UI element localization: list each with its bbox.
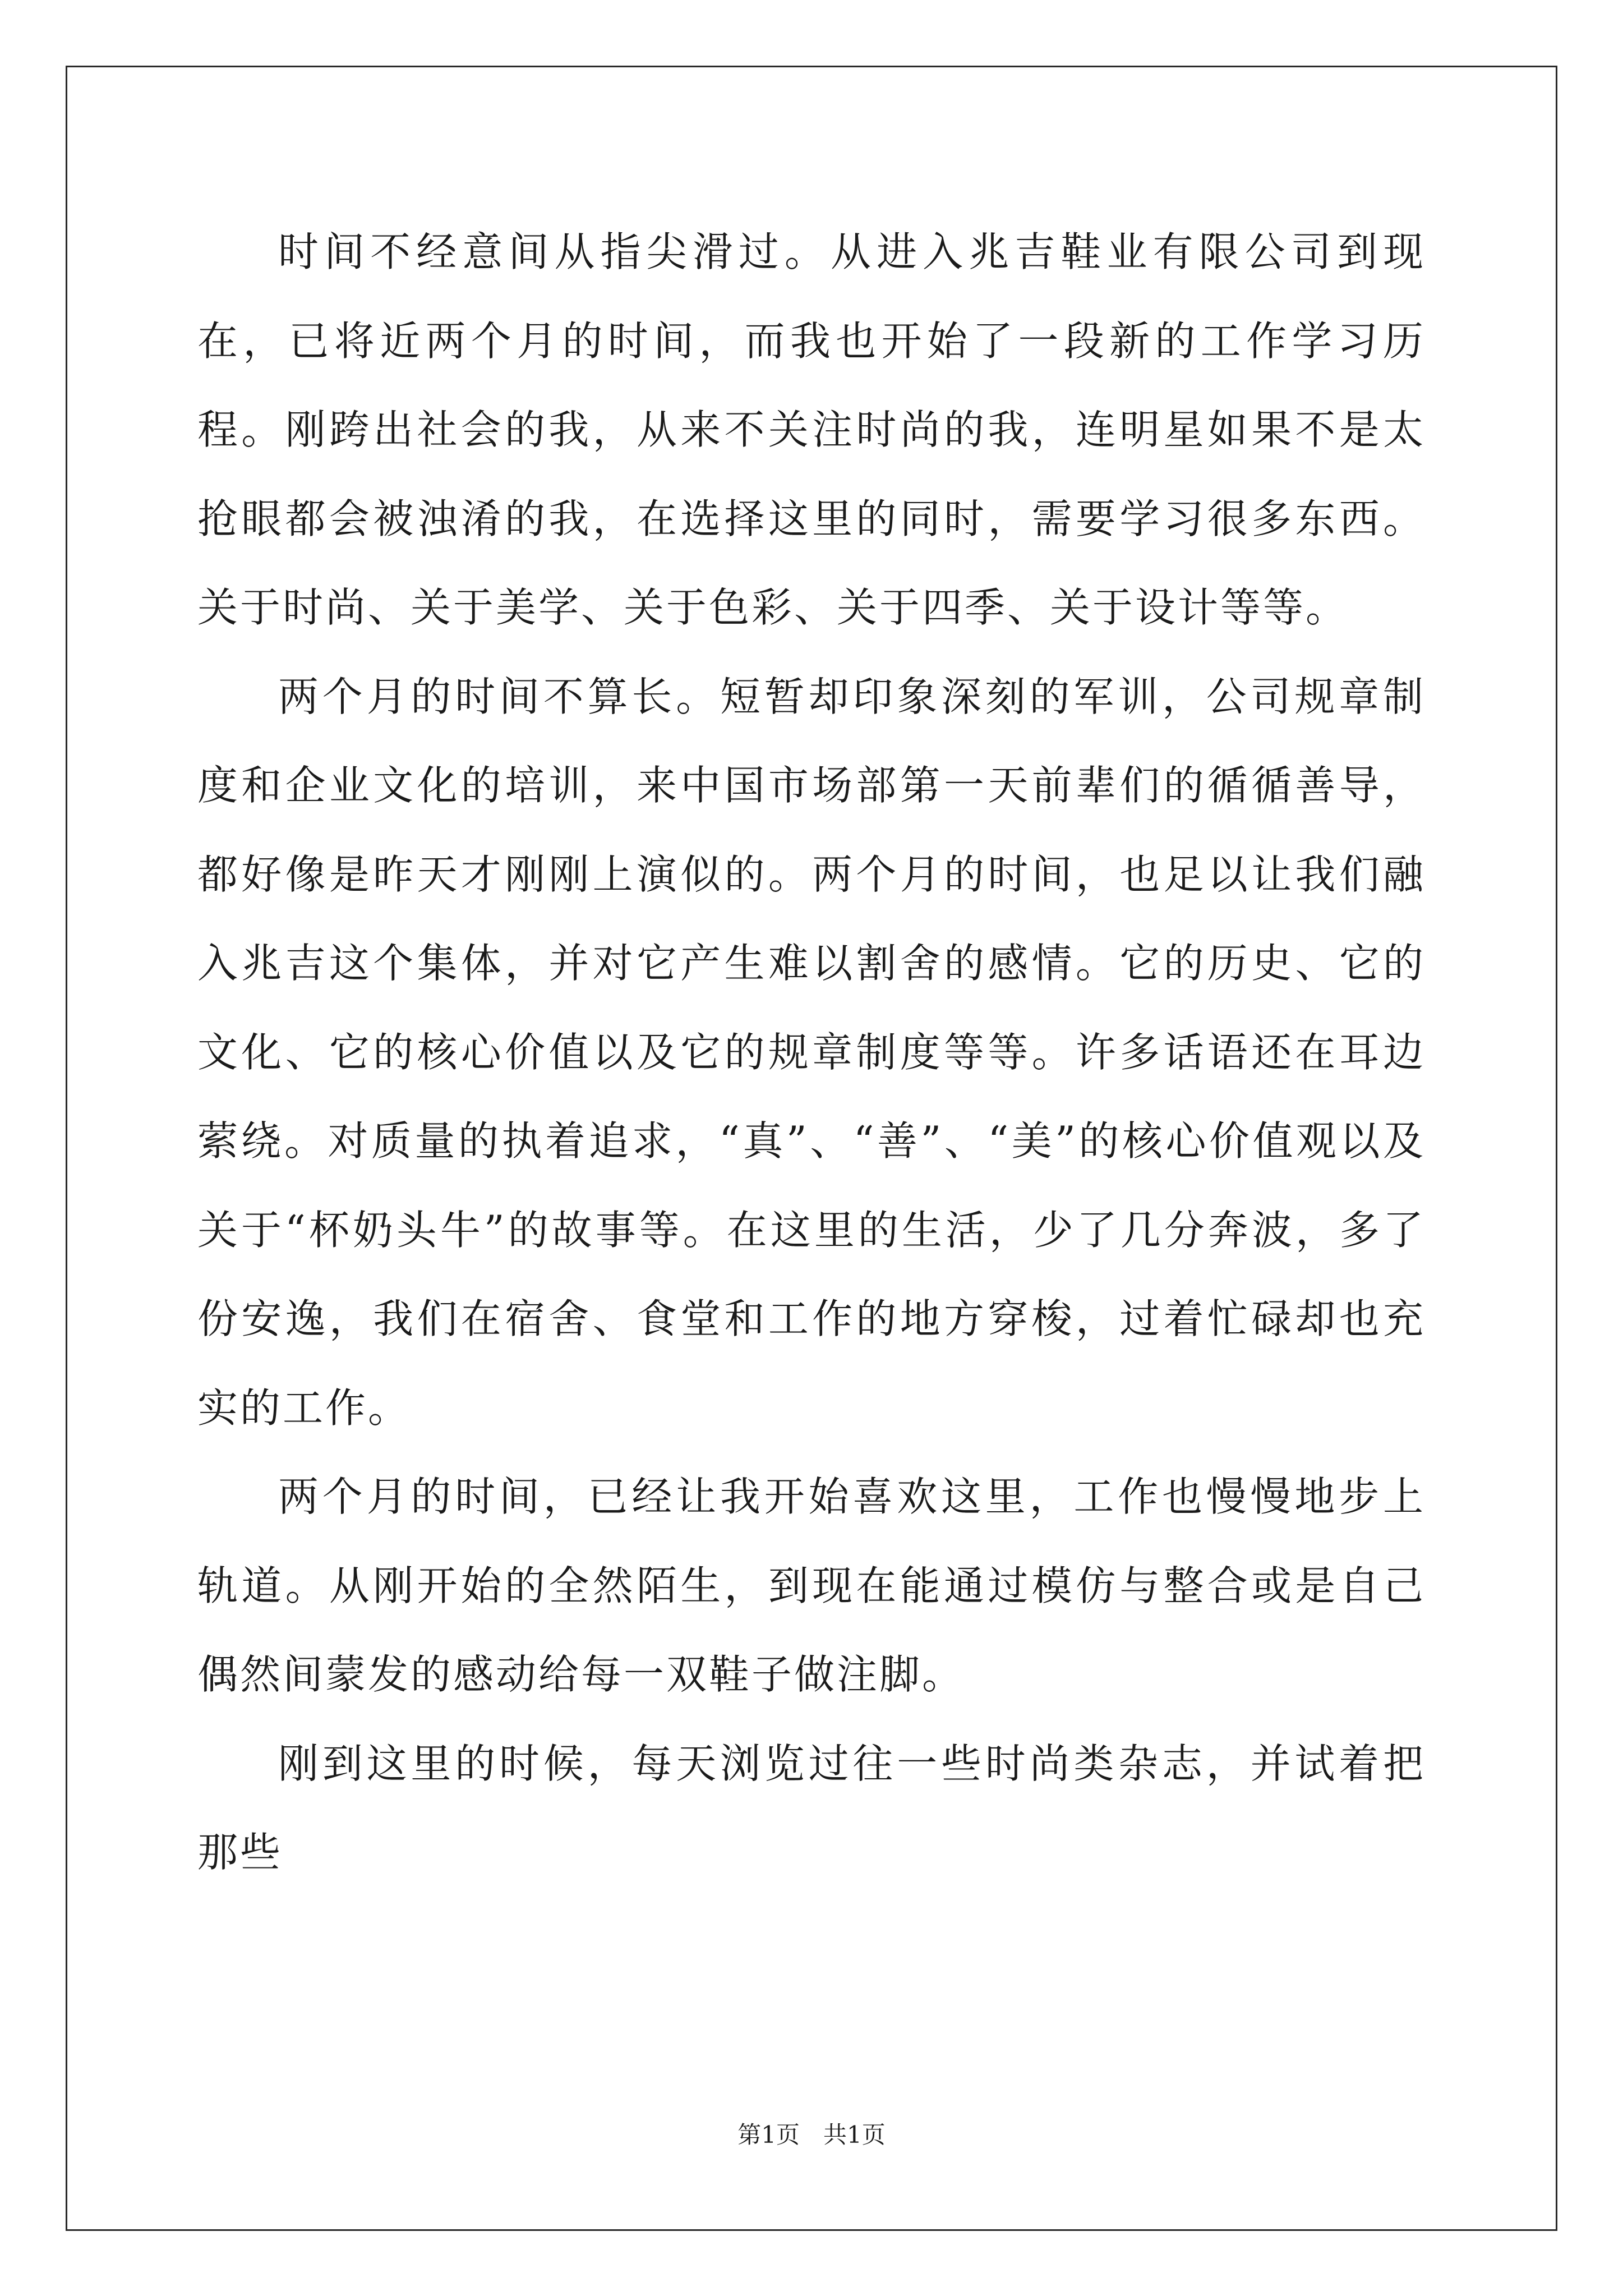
paragraph: 时间不经意间从指尖滑过。从进入兆吉鞋业有限公司到现在，已将近两个月的时间，而我也开始了一段新的工作学习历程。刚跨出社会的我，从来不关注时尚的我，连明星如果不是太抢眼都会被浊淆的我，在选择这里的同时，需要学习很多东西。关于时尚、关于美学、关于色彩、关于四季、关于设计等等。 — [197, 228, 1426, 631]
paragraph: 两个月的时间，已经让我开始喜欢这里，工作也慢慢地步上轨道。从刚开始的全然陌生，到现在能通过模仿与整合或是自己偶然间蒙发的感动给每一双鞋子做注脚。 — [197, 1473, 1426, 1698]
paragraph: 两个月的时间不算长。短暂却印象深刻的军训，公司规章制度和企业文化的培训，来中国市场部第一天前辈们的循循善导，都好像是昨天才刚刚上演似的。两个月的时间，也足以让我们融入兆吉这个集体，并对它产生难以割舍的感情。它的历史、它的文化、它的核心价值以及它的规章制度等等。许多话语还在耳边萦绕。对质量的执着追求，“真”、“善”、“美”的核心价值观以及关于“杯奶头牛”的故事等。在这里的生活，少了几分奔波，多了份安逸，我们在宿舍、食堂和工作的地方穿梭，过着忙碌却也充实的工作。 — [197, 673, 1426, 1432]
document-body — [197, 208, 1426, 1897]
paragraph: 刚到这里的时候，每天浏览过往一些时尚类杂志，并试着把那些 — [197, 1740, 1426, 1876]
page-footer: 第1页 共1页 — [737, 2121, 886, 2148]
